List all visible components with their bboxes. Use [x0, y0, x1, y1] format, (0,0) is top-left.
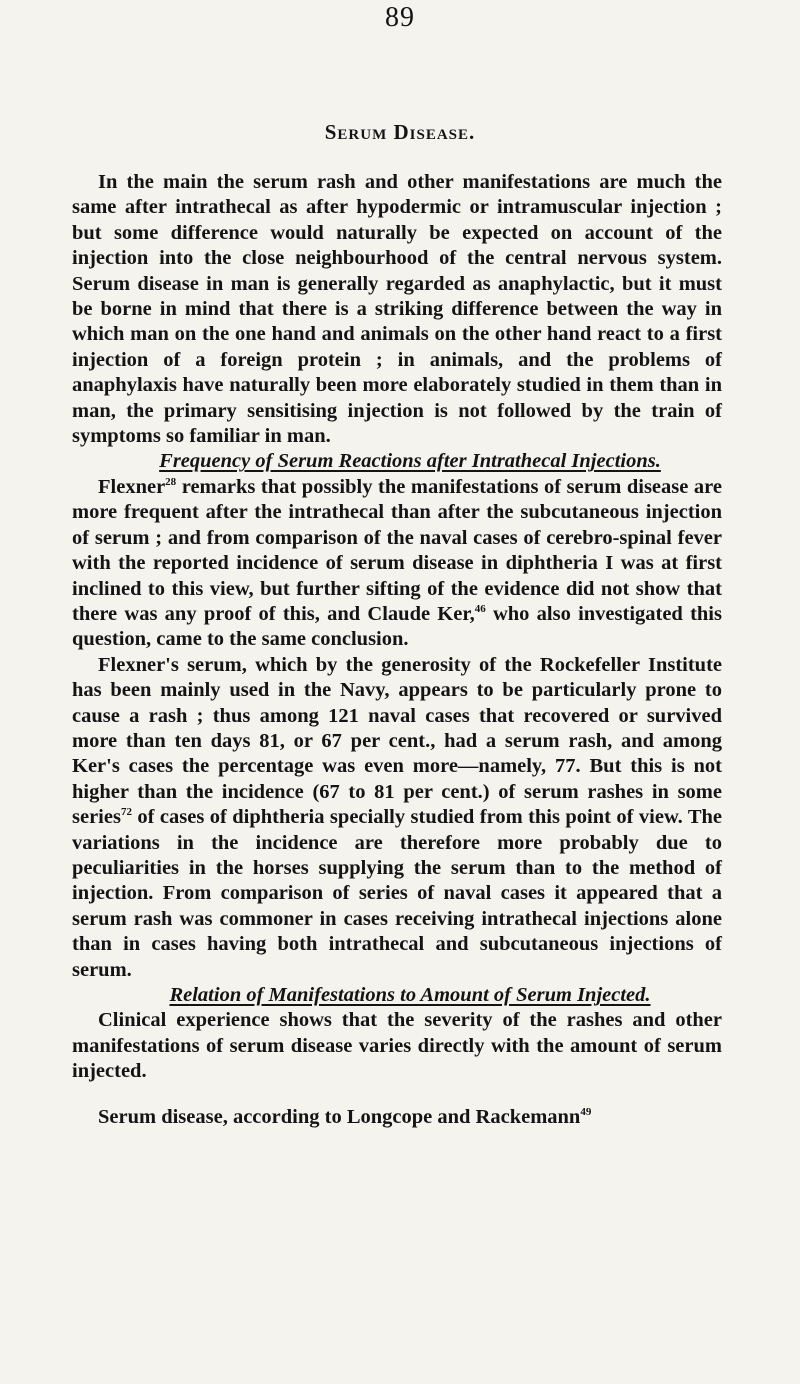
paragraph-2 [72, 475, 722, 653]
paragraph-3-start: Flexner's serum, which by the generosity of the Rockefeller Institute has been mainly used in the Navy, appears to be particularly prone to cause a rash ; thus among 121 naval cases that recovered or survived more than ten days 81, or 67 per cent., had a serum rash, and among Ker's cases the percentage was even more—namely, 77. But this is not higher than the incidence (67 to 81 per cent.) of serum rashes in some series [72, 653, 722, 829]
reference-28: 28 [165, 476, 177, 489]
paragraph-2-middle: remarks that possibly the manifestations of serum disease are more frequent after the intrathecal than after the subcutaneous injection of serum ; and from comparison of the naval cases of cerebro-spinal fever with the reported incidence of serum disease in diphtheria I was at first inclined to this view, but further sifting of the evidence did not show that there was any proof of this, and Claude Ker, [72, 475, 722, 625]
body-text [72, 170, 722, 1130]
subheading-frequency-text: Frequency of Serum Reactions after Intrathecal Injections. [159, 450, 661, 473]
subheading-frequency [72, 449, 722, 474]
paragraph-3 [72, 653, 722, 983]
subheading-relation [72, 983, 722, 1008]
paragraph-5 [72, 1105, 722, 1130]
subheading-relation-text: Relation of Manifestations to Amount of Serum Injected. [169, 984, 651, 1006]
paragraph-2-start: Flexner [98, 475, 166, 498]
section-title: Serum Disease. [324, 120, 476, 144]
paragraph-4: Clinical experience shows that the severity of the rashes and other manifestations of serum disease varies directly with the amount of serum injected. [72, 1009, 722, 1083]
paragraph-2-end: who also investigated this question, came to the same conclusion. [72, 602, 722, 651]
paragraph-1: In the main the serum rash and other manifestations are much the same after intrathecal as after hypodermic or intramuscular injection ; but some difference would naturally be expected on account of the injection into the close neighbourhood of the central nervous system. Serum disease in man is generally regarded as anaphylactic, but it must be borne in mind that there is a striking difference between the way in which man on the one hand and animals on the other hand react to a first injection of a foreign protein ; in animals, and the problems of anaphylaxis have naturally been more elaborately studied in them than in man, the primary sensitising injection is not followed by the train of symptoms so familiar in man. [72, 171, 722, 448]
reference-72: 72 [120, 806, 132, 819]
reference-49: 49 [580, 1105, 592, 1118]
reference-46: 46 [474, 603, 486, 616]
paragraph-5-start: Serum disease, according to Longcope and Rackemann [98, 1105, 581, 1128]
paragraph-3-end: of cases of diphtheria specially studied from this point of view. The variations in the incidence are therefore more probably due to peculiarities in the horses supplying the serum than to the method of injection. From comparison of series of naval cases it appeared that a serum rash was commoner in cases receiving intrathecal injections alone than in cases having both intrathecal and subcutaneous injections of serum. [72, 806, 722, 981]
page-number: 89 [385, 2, 415, 33]
